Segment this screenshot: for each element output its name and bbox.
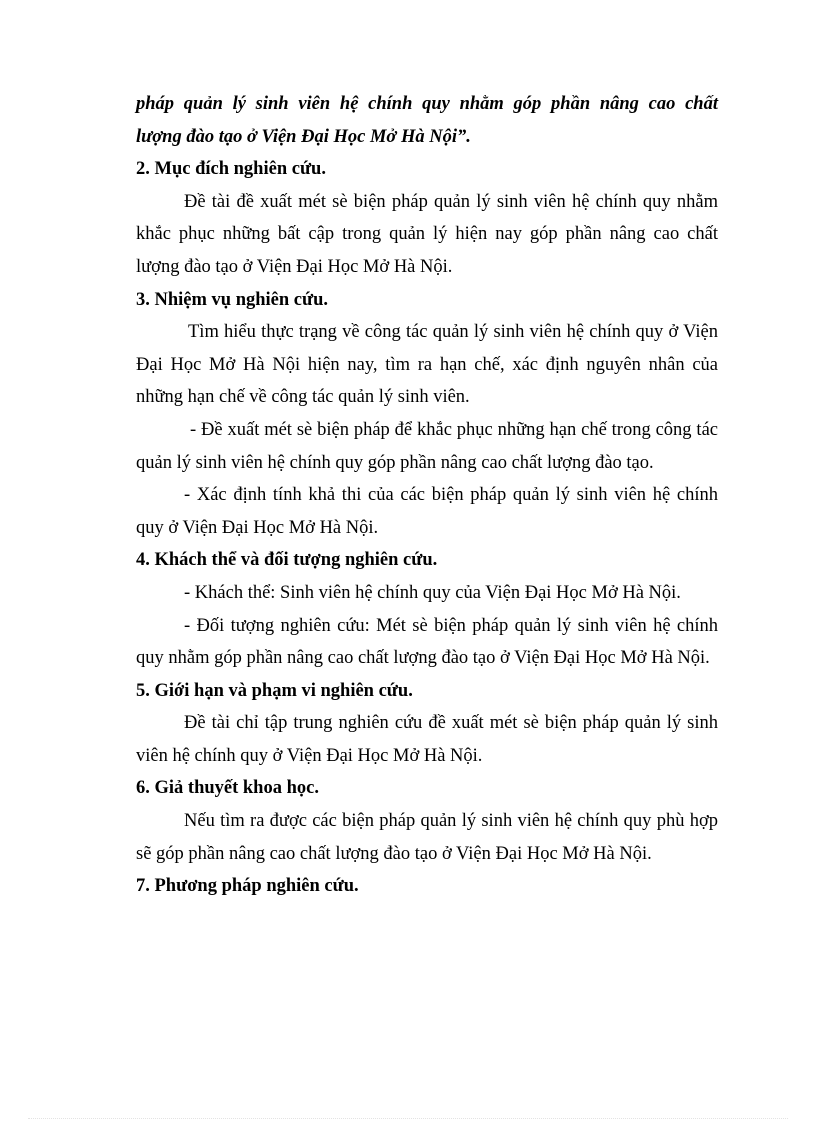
section-heading-4: 4. Khách thể và đối tượng nghiên cứu. bbox=[136, 550, 438, 571]
section-3-paragraph-2: - Đề xuất mét sè biện pháp để khắc phục những hạn chế trong công tác quản lý sinh viên hệ chính quy góp phần nâng cao chất lượng đào tạo. bbox=[136, 419, 718, 473]
footer-divider bbox=[28, 1118, 788, 1119]
section-heading-3: 3. Nhiệm vụ nghiên cứu. bbox=[136, 289, 329, 310]
section-5-paragraph-1: Đề tài chỉ tập trung nghiên cứu đề xuất mét sè biện pháp quản lý sinh viên hệ chính quy ở Viện Đại Học Mở Hà Nội. bbox=[136, 713, 718, 766]
section-4-paragraph-2: - Đối tượng nghiên cứu: Mét sè biện pháp quản lý sinh viên hệ chính quy nhằm góp phần nâng cao chất lượng đào tạo ở Viện Đại Học Mở Hà Nội. bbox=[136, 615, 718, 669]
section-4-paragraph-1: - Khách thể: Sinh viên hệ chính quy của Viện Đại Học Mở Hà Nội. bbox=[184, 582, 681, 603]
intro-line-2: lượng đào tạo ở Viện Đại Học Mở Hà Nội”. bbox=[136, 126, 471, 147]
intro-line-1: pháp quản lý sinh viên hệ chính quy nhằm góp phần nâng cao chất bbox=[136, 94, 718, 114]
section-3-paragraph-1: Tìm hiểu thực trạng về công tác quản lý sinh viên hệ chính quy ở Viện Đại Học Mở Hà Nội hiện nay, tìm ra hạn chế, xác định nguyên nhân của những hạn chế về công tác quản lý sinh viên. bbox=[136, 322, 718, 408]
section-heading-2: 2. Mục đích nghiên cứu. bbox=[136, 159, 326, 180]
section-6-paragraph-1: Nếu tìm ra được các biện pháp quản lý sinh viên hệ chính quy phù hợp sẽ góp phần nâng cao chất lượng đào tạo ở Viện Đại Học Mở Hà Nội. bbox=[136, 811, 718, 864]
section-3-paragraph-3: - Xác định tính khả thi của các biện pháp quản lý sinh viên hệ chính quy ở Viện Đại Học Mở Hà Nội. bbox=[136, 485, 718, 538]
section-heading-7: 7. Phương pháp nghiên cứu. bbox=[136, 876, 359, 897]
section-heading-5: 5. Giới hạn và phạm vi nghiên cứu. bbox=[136, 680, 413, 701]
section-heading-6: 6. Giả thuyết khoa học. bbox=[136, 778, 319, 799]
document-page bbox=[136, 88, 718, 903]
section-2-paragraph-1: Đề tài đề xuất mét sè biện pháp quản lý sinh viên hệ chính quy nhằm khắc phục những bất cập trong quản lý hiện nay góp phần nâng cao chất lượng đào tạo ở Viện Đại Học Mở Hà Nội. bbox=[136, 191, 718, 277]
